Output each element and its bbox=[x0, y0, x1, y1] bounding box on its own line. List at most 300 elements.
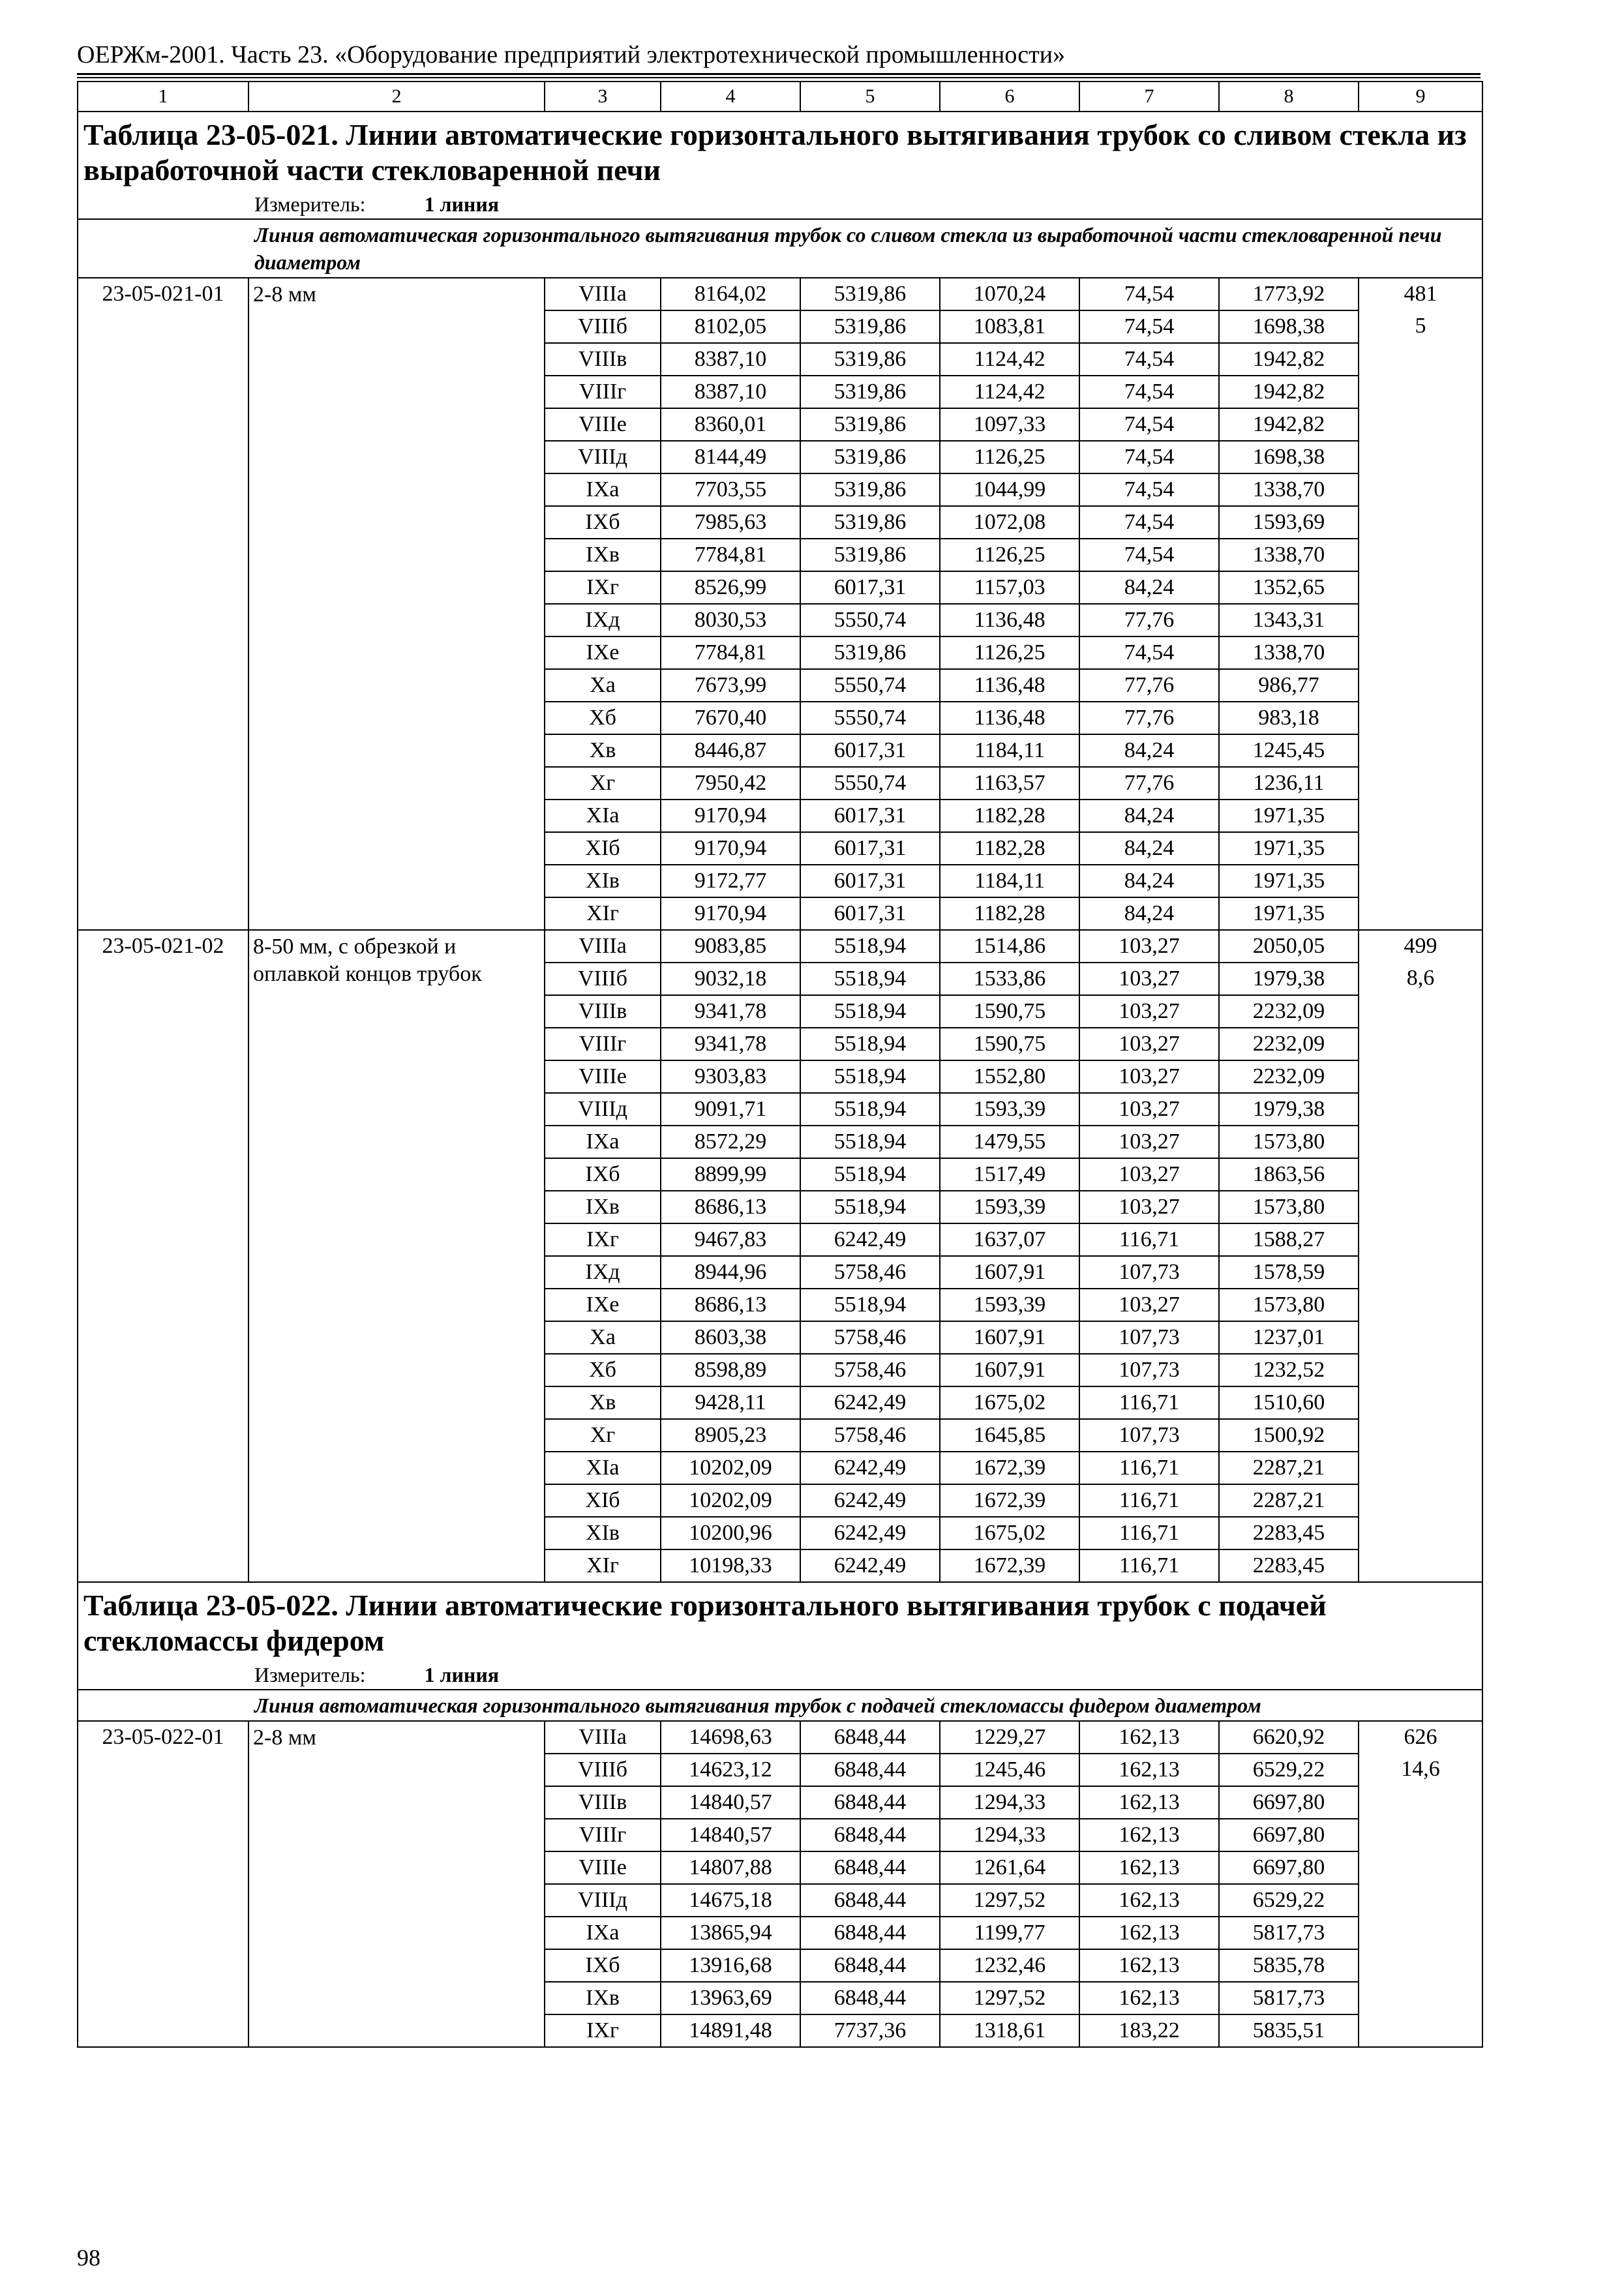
value-cell: 1588,27 bbox=[1219, 1223, 1359, 1256]
value-cell: 1182,28 bbox=[940, 800, 1079, 832]
zone-code: VIIIб bbox=[545, 1754, 661, 1786]
value-cell: 1593,39 bbox=[940, 1191, 1079, 1223]
zone-code: Xа bbox=[545, 669, 661, 702]
value-cell: 9083,85 bbox=[661, 930, 800, 963]
table-row bbox=[78, 1386, 1482, 1419]
value-cell: 1573,80 bbox=[1219, 1191, 1359, 1223]
value-cell: 8446,87 bbox=[661, 734, 800, 767]
value-cell: 103,27 bbox=[1079, 1093, 1219, 1126]
value-cell: 1672,39 bbox=[940, 1549, 1079, 1582]
labor-cell bbox=[1359, 832, 1482, 865]
zone-code: VIIIе bbox=[545, 1060, 661, 1093]
value-cell: 6848,44 bbox=[800, 1851, 940, 1884]
rate-code bbox=[78, 1949, 248, 1982]
value-cell: 14891,48 bbox=[661, 2014, 800, 2047]
rate-code bbox=[78, 376, 248, 408]
table-row bbox=[78, 1884, 1482, 1917]
rate-name bbox=[248, 636, 545, 669]
labor-cell bbox=[1359, 1191, 1482, 1223]
rate-code bbox=[78, 897, 248, 930]
column-number: 2 bbox=[248, 82, 545, 112]
subheader-row bbox=[78, 1690, 1482, 1721]
rate-code bbox=[78, 1028, 248, 1060]
value-cell: 8572,29 bbox=[661, 1126, 800, 1158]
labor-cell bbox=[1359, 473, 1482, 506]
value-cell: 1083,81 bbox=[940, 310, 1079, 343]
value-cell: 7673,99 bbox=[661, 669, 800, 702]
table-row bbox=[78, 734, 1482, 767]
rate-code bbox=[78, 408, 248, 441]
rate-code bbox=[78, 539, 248, 571]
table-row bbox=[78, 2014, 1482, 2047]
value-cell: 77,76 bbox=[1079, 669, 1219, 702]
rate-code bbox=[78, 1321, 248, 1354]
rate-name bbox=[248, 1158, 545, 1191]
rate-name bbox=[248, 1354, 545, 1386]
value-cell: 6017,31 bbox=[800, 832, 940, 865]
rate-name bbox=[248, 473, 545, 506]
table-row bbox=[78, 1158, 1482, 1191]
labor-cell bbox=[1359, 1819, 1482, 1851]
value-cell: 5550,74 bbox=[800, 767, 940, 800]
value-cell: 9428,11 bbox=[661, 1386, 800, 1419]
value-cell: 6242,49 bbox=[800, 1452, 940, 1484]
rate-name bbox=[248, 2014, 545, 2047]
value-cell: 8164,02 bbox=[661, 278, 800, 310]
value-cell: 14675,18 bbox=[661, 1884, 800, 1917]
labor-cell bbox=[1359, 669, 1482, 702]
value-cell: 103,27 bbox=[1079, 1191, 1219, 1223]
value-cell: 5319,86 bbox=[800, 539, 940, 571]
zone-code: IXа bbox=[545, 1126, 661, 1158]
rate-name bbox=[248, 1917, 545, 1949]
rate-code bbox=[78, 734, 248, 767]
value-cell: 9170,94 bbox=[661, 897, 800, 930]
rate-code bbox=[78, 604, 248, 636]
value-cell: 1645,85 bbox=[940, 1419, 1079, 1452]
table-row bbox=[78, 1517, 1482, 1549]
rate-code bbox=[78, 1484, 248, 1517]
value-cell: 103,27 bbox=[1079, 930, 1219, 963]
column-number: 8 bbox=[1219, 82, 1359, 112]
value-cell: 1245,45 bbox=[1219, 734, 1359, 767]
zone-code: IXв bbox=[545, 1191, 661, 1223]
value-cell: 9091,71 bbox=[661, 1093, 800, 1126]
value-cell: 6848,44 bbox=[800, 1917, 940, 1949]
rate-code bbox=[78, 310, 248, 343]
labor-cell: 5 bbox=[1359, 310, 1482, 343]
value-cell: 74,54 bbox=[1079, 408, 1219, 441]
table-row bbox=[78, 343, 1482, 376]
value-cell: 1136,48 bbox=[940, 604, 1079, 636]
labor-cell bbox=[1359, 604, 1482, 636]
value-cell: 2287,21 bbox=[1219, 1484, 1359, 1517]
rate-code bbox=[78, 702, 248, 734]
value-cell: 6529,22 bbox=[1219, 1754, 1359, 1786]
value-cell: 1136,48 bbox=[940, 702, 1079, 734]
value-cell: 1971,35 bbox=[1219, 897, 1359, 930]
value-cell: 1552,80 bbox=[940, 1060, 1079, 1093]
table-row bbox=[78, 1354, 1482, 1386]
value-cell: 107,73 bbox=[1079, 1256, 1219, 1289]
value-cell: 74,54 bbox=[1079, 636, 1219, 669]
zone-code: XIа bbox=[545, 800, 661, 832]
value-cell: 116,71 bbox=[1079, 1549, 1219, 1582]
rate-name bbox=[248, 1289, 545, 1321]
labor-cell bbox=[1359, 1786, 1482, 1819]
zone-code: VIIIг bbox=[545, 376, 661, 408]
rate-name bbox=[248, 734, 545, 767]
value-cell: 5817,73 bbox=[1219, 1982, 1359, 2014]
value-cell: 1182,28 bbox=[940, 897, 1079, 930]
table-row bbox=[78, 995, 1482, 1028]
value-cell: 6017,31 bbox=[800, 800, 940, 832]
value-cell: 5758,46 bbox=[800, 1321, 940, 1354]
value-cell: 1590,75 bbox=[940, 1028, 1079, 1060]
value-cell: 5319,86 bbox=[800, 278, 940, 310]
value-cell: 6017,31 bbox=[800, 865, 940, 897]
value-cell: 103,27 bbox=[1079, 1060, 1219, 1093]
rate-name bbox=[248, 669, 545, 702]
rate-code bbox=[78, 995, 248, 1028]
zone-code: VIIIг bbox=[545, 1819, 661, 1851]
value-cell: 10198,33 bbox=[661, 1549, 800, 1582]
value-cell: 5518,94 bbox=[800, 963, 940, 995]
value-cell: 8905,23 bbox=[661, 1419, 800, 1452]
value-cell: 74,54 bbox=[1079, 343, 1219, 376]
table-row bbox=[78, 1982, 1482, 2014]
value-cell: 5319,86 bbox=[800, 343, 940, 376]
table-row bbox=[78, 539, 1482, 571]
table-row bbox=[78, 930, 1482, 963]
column-number: 5 bbox=[800, 82, 940, 112]
rate-name bbox=[248, 539, 545, 571]
value-cell: 103,27 bbox=[1079, 1028, 1219, 1060]
zone-code: VIIIа bbox=[545, 278, 661, 310]
running-header: ОЕРЖм-2001. Часть 23. «Оборудование предприятий электротехнической промышленности» bbox=[77, 41, 1066, 68]
zone-code: XIв bbox=[545, 1517, 661, 1549]
table-row bbox=[78, 767, 1482, 800]
table-row bbox=[78, 1028, 1482, 1060]
value-cell: 2050,05 bbox=[1219, 930, 1359, 963]
rate-code: 23-05-022-01 bbox=[78, 1721, 248, 1754]
rate-name bbox=[248, 1786, 545, 1819]
value-cell: 1675,02 bbox=[940, 1386, 1079, 1419]
value-cell: 7784,81 bbox=[661, 539, 800, 571]
table-row bbox=[78, 1819, 1482, 1851]
value-cell: 5817,73 bbox=[1219, 1917, 1359, 1949]
zone-code: Xб bbox=[545, 1354, 661, 1386]
value-cell: 1184,11 bbox=[940, 865, 1079, 897]
column-number: 3 bbox=[545, 82, 661, 112]
rate-name bbox=[248, 441, 545, 473]
table-row bbox=[78, 1419, 1482, 1452]
value-cell: 162,13 bbox=[1079, 1754, 1219, 1786]
value-cell: 1479,55 bbox=[940, 1126, 1079, 1158]
value-cell: 13916,68 bbox=[661, 1949, 800, 1982]
labor-cell bbox=[1359, 1354, 1482, 1386]
value-cell: 10202,09 bbox=[661, 1484, 800, 1517]
value-cell: 6017,31 bbox=[800, 734, 940, 767]
labor-cell: 626 bbox=[1359, 1721, 1482, 1754]
value-cell: 6697,80 bbox=[1219, 1851, 1359, 1884]
rate-name: 2-8 мм bbox=[248, 1721, 545, 1786]
table-row bbox=[78, 376, 1482, 408]
value-cell: 1979,38 bbox=[1219, 1093, 1359, 1126]
rate-code bbox=[78, 1754, 248, 1786]
rate-name bbox=[248, 1093, 545, 1126]
rate-name bbox=[248, 1982, 545, 2014]
value-cell: 8387,10 bbox=[661, 343, 800, 376]
value-cell: 1672,39 bbox=[940, 1484, 1079, 1517]
value-cell: 8686,13 bbox=[661, 1289, 800, 1321]
value-cell: 1070,24 bbox=[940, 278, 1079, 310]
value-cell: 74,54 bbox=[1079, 310, 1219, 343]
labor-cell bbox=[1359, 1321, 1482, 1354]
column-number: 6 bbox=[940, 82, 1079, 112]
value-cell: 1593,39 bbox=[940, 1093, 1079, 1126]
value-cell: 103,27 bbox=[1079, 995, 1219, 1028]
labor-cell bbox=[1359, 1256, 1482, 1289]
value-cell: 5550,74 bbox=[800, 702, 940, 734]
value-cell: 1343,31 bbox=[1219, 604, 1359, 636]
value-cell: 14623,12 bbox=[661, 1754, 800, 1786]
value-cell: 5319,86 bbox=[800, 636, 940, 669]
labor-cell bbox=[1359, 376, 1482, 408]
value-cell: 1199,77 bbox=[940, 1917, 1079, 1949]
value-cell: 8598,89 bbox=[661, 1354, 800, 1386]
table-row bbox=[78, 1786, 1482, 1819]
rate-name bbox=[248, 865, 545, 897]
rate-name: 8-50 мм, с обрезкой и оплавкой концов трубок bbox=[248, 930, 545, 995]
value-cell: 8526,99 bbox=[661, 571, 800, 604]
rate-name bbox=[248, 343, 545, 376]
value-cell: 6848,44 bbox=[800, 1949, 940, 1982]
rate-code bbox=[78, 1851, 248, 1884]
labor-cell bbox=[1359, 1884, 1482, 1917]
value-cell: 1097,33 bbox=[940, 408, 1079, 441]
value-cell: 2232,09 bbox=[1219, 1060, 1359, 1093]
labor-cell bbox=[1359, 539, 1482, 571]
rate-name bbox=[248, 1028, 545, 1060]
value-cell: 5758,46 bbox=[800, 1256, 940, 1289]
table-row bbox=[78, 1126, 1482, 1158]
table-row bbox=[78, 1484, 1482, 1517]
rate-code bbox=[78, 1158, 248, 1191]
value-cell: 1637,07 bbox=[940, 1223, 1079, 1256]
rate-code bbox=[78, 963, 248, 995]
column-number-row bbox=[78, 82, 1482, 112]
value-cell: 8944,96 bbox=[661, 1256, 800, 1289]
value-cell: 9467,83 bbox=[661, 1223, 800, 1256]
value-cell: 1514,86 bbox=[940, 930, 1079, 963]
value-cell: 983,18 bbox=[1219, 702, 1359, 734]
value-cell: 5518,94 bbox=[800, 995, 940, 1028]
rate-code bbox=[78, 506, 248, 539]
value-cell: 5319,86 bbox=[800, 473, 940, 506]
table-row bbox=[78, 1191, 1482, 1223]
value-cell: 1157,03 bbox=[940, 571, 1079, 604]
value-cell: 8360,01 bbox=[661, 408, 800, 441]
value-cell: 6848,44 bbox=[800, 1819, 940, 1851]
zone-code: VIIIд bbox=[545, 441, 661, 473]
value-cell: 14840,57 bbox=[661, 1819, 800, 1851]
table-row bbox=[78, 1321, 1482, 1354]
rate-name bbox=[248, 800, 545, 832]
value-cell: 1698,38 bbox=[1219, 310, 1359, 343]
value-cell: 1971,35 bbox=[1219, 800, 1359, 832]
table-subheader: Линия автоматическая горизонтального вытягивания трубок со сливом стекла из выработочной части стекловаренной печи диаметром bbox=[78, 219, 1482, 278]
value-cell: 1163,57 bbox=[940, 767, 1079, 800]
value-cell: 1942,82 bbox=[1219, 376, 1359, 408]
value-cell: 84,24 bbox=[1079, 734, 1219, 767]
value-cell: 1863,56 bbox=[1219, 1158, 1359, 1191]
table-row bbox=[78, 1289, 1482, 1321]
value-cell: 1971,35 bbox=[1219, 865, 1359, 897]
meter-label: Измеритель: bbox=[254, 192, 366, 216]
value-cell: 6848,44 bbox=[800, 1786, 940, 1819]
value-cell: 8144,49 bbox=[661, 441, 800, 473]
rate-code bbox=[78, 767, 248, 800]
value-cell: 6242,49 bbox=[800, 1549, 940, 1582]
rate-code bbox=[78, 865, 248, 897]
value-cell: 1232,46 bbox=[940, 1949, 1079, 1982]
table-title-row bbox=[78, 112, 1482, 190]
rate-name bbox=[248, 408, 545, 441]
value-cell: 10200,96 bbox=[661, 1517, 800, 1549]
labor-cell bbox=[1359, 1223, 1482, 1256]
value-cell: 1136,48 bbox=[940, 669, 1079, 702]
value-cell: 107,73 bbox=[1079, 1354, 1219, 1386]
value-cell: 1607,91 bbox=[940, 1354, 1079, 1386]
value-cell: 5550,74 bbox=[800, 669, 940, 702]
value-cell: 1971,35 bbox=[1219, 832, 1359, 865]
value-cell: 5550,74 bbox=[800, 604, 940, 636]
rate-name bbox=[248, 1549, 545, 1582]
zone-code: VIIIе bbox=[545, 1851, 661, 1884]
value-cell: 5518,94 bbox=[800, 1191, 940, 1223]
value-cell: 9032,18 bbox=[661, 963, 800, 995]
value-cell: 74,54 bbox=[1079, 278, 1219, 310]
value-cell: 1236,11 bbox=[1219, 767, 1359, 800]
value-cell: 1942,82 bbox=[1219, 343, 1359, 376]
value-cell: 116,71 bbox=[1079, 1223, 1219, 1256]
table-row bbox=[78, 473, 1482, 506]
zone-code: IXд bbox=[545, 1256, 661, 1289]
zone-code: IXе bbox=[545, 1289, 661, 1321]
zone-code: IXб bbox=[545, 506, 661, 539]
value-cell: 107,73 bbox=[1079, 1321, 1219, 1354]
zone-code: IXг bbox=[545, 1223, 661, 1256]
value-cell: 14698,63 bbox=[661, 1721, 800, 1754]
table-title-row bbox=[78, 1582, 1482, 1661]
value-cell: 1675,02 bbox=[940, 1517, 1079, 1549]
rate-code bbox=[78, 669, 248, 702]
value-cell: 6848,44 bbox=[800, 1982, 940, 2014]
rate-name bbox=[248, 1484, 545, 1517]
rate-name bbox=[248, 702, 545, 734]
meter-row bbox=[78, 1661, 1482, 1690]
value-cell: 2232,09 bbox=[1219, 995, 1359, 1028]
zone-code: Xв bbox=[545, 734, 661, 767]
table-row bbox=[78, 702, 1482, 734]
rate-code bbox=[78, 1884, 248, 1917]
labor-cell bbox=[1359, 702, 1482, 734]
zone-code: Xг bbox=[545, 767, 661, 800]
rate-name bbox=[248, 1223, 545, 1256]
table-row bbox=[78, 441, 1482, 473]
rate-code bbox=[78, 571, 248, 604]
value-cell: 162,13 bbox=[1079, 1949, 1219, 1982]
labor-cell: 8,6 bbox=[1359, 963, 1482, 995]
labor-cell bbox=[1359, 1158, 1482, 1191]
value-cell: 7950,42 bbox=[661, 767, 800, 800]
rate-code bbox=[78, 343, 248, 376]
value-cell: 986,77 bbox=[1219, 669, 1359, 702]
value-cell: 9303,83 bbox=[661, 1060, 800, 1093]
zone-code: XIг bbox=[545, 897, 661, 930]
value-cell: 1261,64 bbox=[940, 1851, 1079, 1884]
zone-code: IXб bbox=[545, 1158, 661, 1191]
zone-code: VIIIб bbox=[545, 310, 661, 343]
value-cell: 103,27 bbox=[1079, 1158, 1219, 1191]
value-cell: 1297,52 bbox=[940, 1982, 1079, 2014]
rate-code bbox=[78, 1060, 248, 1093]
value-cell: 13963,69 bbox=[661, 1982, 800, 2014]
value-cell: 162,13 bbox=[1079, 1982, 1219, 2014]
value-cell: 1573,80 bbox=[1219, 1289, 1359, 1321]
value-cell: 1352,65 bbox=[1219, 571, 1359, 604]
zone-code: XIб bbox=[545, 1484, 661, 1517]
value-cell: 74,54 bbox=[1079, 376, 1219, 408]
table-row bbox=[78, 571, 1482, 604]
value-cell: 5319,86 bbox=[800, 441, 940, 473]
value-cell: 5835,51 bbox=[1219, 2014, 1359, 2047]
rate-code bbox=[78, 1549, 248, 1582]
rate-code bbox=[78, 1386, 248, 1419]
labor-cell bbox=[1359, 506, 1482, 539]
value-cell: 6242,49 bbox=[800, 1223, 940, 1256]
zone-code: Xг bbox=[545, 1419, 661, 1452]
value-cell: 6017,31 bbox=[800, 897, 940, 930]
value-cell: 6848,44 bbox=[800, 1754, 940, 1786]
zone-code: Xб bbox=[545, 702, 661, 734]
value-cell: 1245,46 bbox=[940, 1754, 1079, 1786]
value-cell: 1318,61 bbox=[940, 2014, 1079, 2047]
table-row bbox=[78, 278, 1482, 310]
value-cell: 84,24 bbox=[1079, 571, 1219, 604]
table-row bbox=[78, 1721, 1482, 1754]
labor-cell bbox=[1359, 1028, 1482, 1060]
rate-name bbox=[248, 1452, 545, 1484]
value-cell: 74,54 bbox=[1079, 473, 1219, 506]
meter-cell bbox=[78, 190, 1482, 219]
price-table bbox=[77, 81, 1483, 2048]
value-cell: 5319,86 bbox=[800, 506, 940, 539]
rate-code bbox=[78, 473, 248, 506]
rate-name bbox=[248, 897, 545, 930]
labor-cell bbox=[1359, 1917, 1482, 1949]
rate-code bbox=[78, 1917, 248, 1949]
rate-name bbox=[248, 604, 545, 636]
column-number: 4 bbox=[661, 82, 800, 112]
value-cell: 13865,94 bbox=[661, 1917, 800, 1949]
rate-name bbox=[248, 1419, 545, 1452]
rate-code bbox=[78, 1191, 248, 1223]
value-cell: 116,71 bbox=[1079, 1386, 1219, 1419]
value-cell: 6017,31 bbox=[800, 571, 940, 604]
value-cell: 77,76 bbox=[1079, 604, 1219, 636]
